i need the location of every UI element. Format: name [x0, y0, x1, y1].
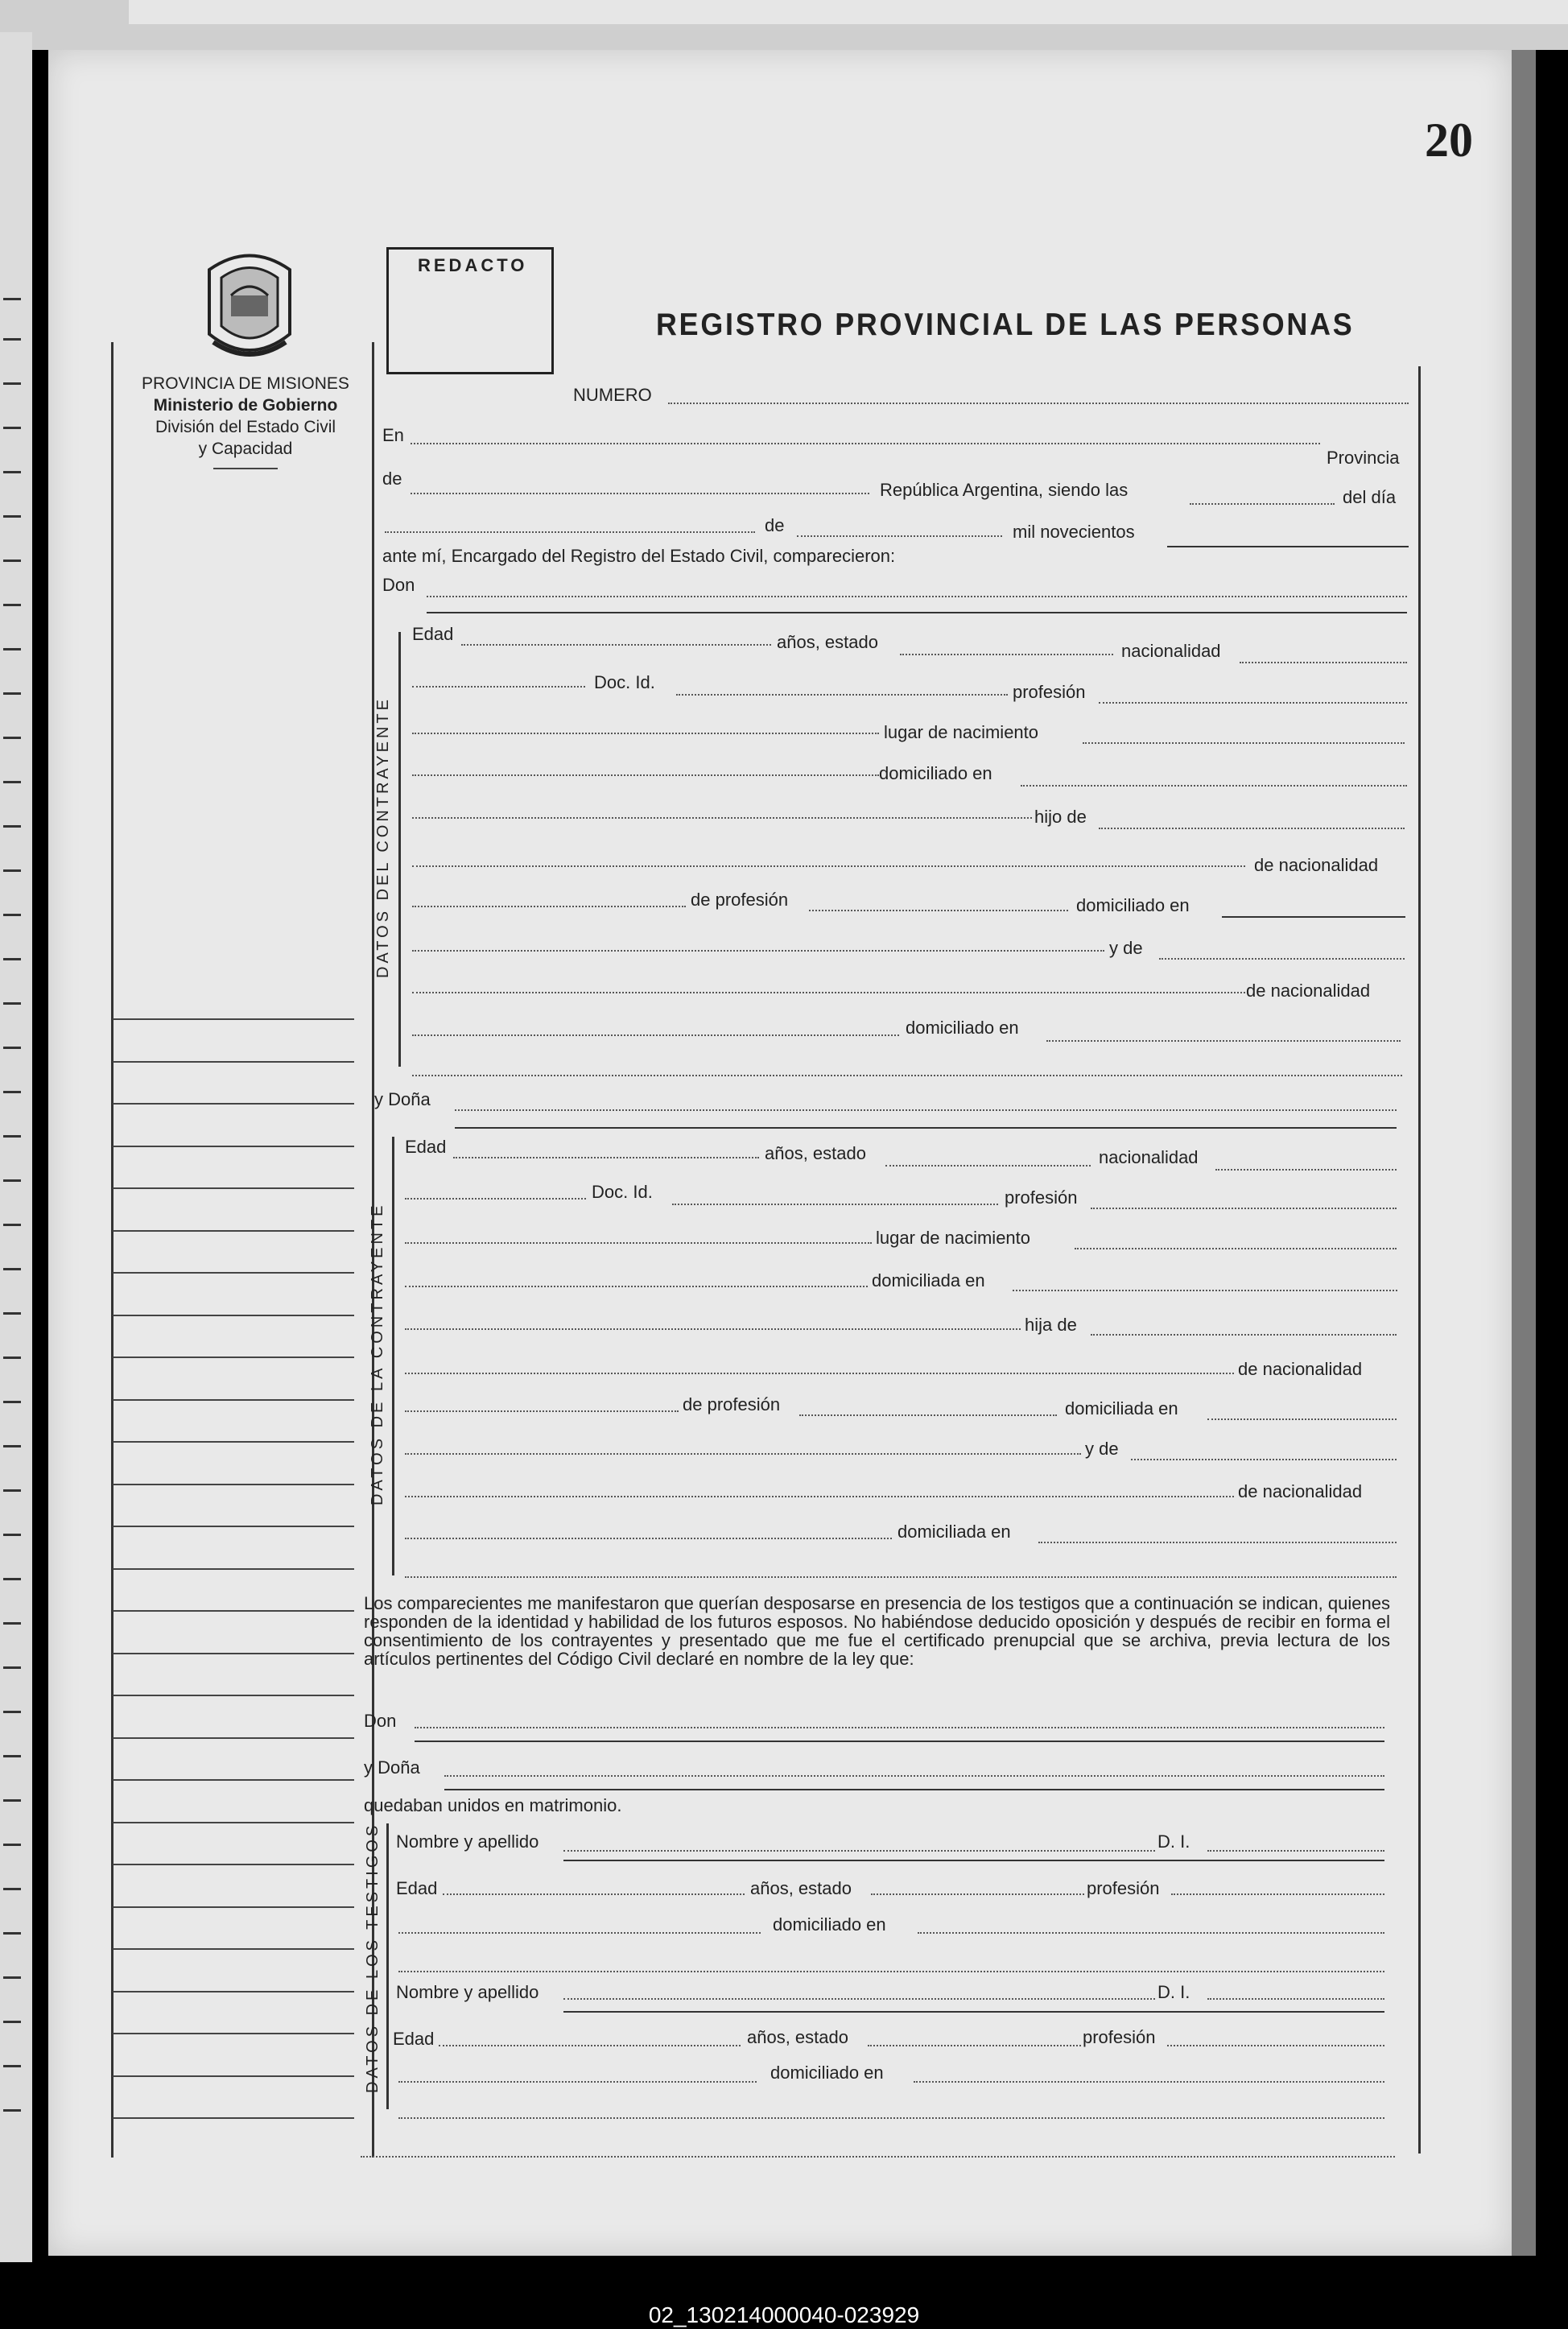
lugar-f-field[interactable]	[405, 1242, 872, 1244]
anos-estado-label: años, estado	[777, 632, 878, 652]
de2-label: de	[765, 515, 785, 535]
margin-line	[113, 1399, 354, 1401]
lugar-f-label: lugar de nacimiento	[876, 1228, 1031, 1248]
de-profesion-f-label: de profesión	[683, 1394, 781, 1414]
father-field[interactable]	[1099, 828, 1405, 829]
witness2-estado-field[interactable]	[868, 2045, 1081, 2046]
margin-line	[113, 1653, 354, 1654]
witness1-dom-field-2[interactable]	[398, 1971, 1384, 1972]
hija-de-label: hija de	[1025, 1315, 1077, 1335]
groom-name-underline	[427, 612, 1407, 613]
margin-line	[113, 1737, 354, 1739]
witness1-estado-field[interactable]	[871, 1893, 1084, 1895]
margin-line	[113, 1906, 354, 1908]
seal-icon	[197, 246, 302, 366]
form-right-rule	[1418, 366, 1421, 2153]
mother-f-dom-field-2[interactable]	[405, 1576, 1397, 1578]
bride-name-field[interactable]	[455, 1109, 1397, 1111]
domicilio-field-2[interactable]	[1021, 785, 1407, 787]
estado-field[interactable]	[900, 654, 1113, 655]
mother-nac-field[interactable]	[412, 1034, 899, 1036]
father-f-dom-field[interactable]	[1207, 1418, 1397, 1420]
doc-id-f-field[interactable]	[672, 1204, 998, 1205]
hijo-de-label: hijo de	[1034, 807, 1087, 827]
witness1-name-field[interactable]	[563, 1850, 1155, 1852]
witness1-dom-field[interactable]	[918, 1932, 1384, 1934]
profesion-label: profesión	[1013, 682, 1086, 702]
margin-line	[113, 1187, 354, 1189]
de-nacionalidad-f2-label: de nacionalidad	[1238, 1481, 1363, 1501]
mother-field[interactable]	[1159, 958, 1405, 960]
margin-line	[113, 2117, 354, 2119]
domicilio-field[interactable]	[412, 774, 879, 776]
father-dom-field[interactable]	[1222, 916, 1405, 918]
domiciliado-en-label: domiciliado en	[1076, 895, 1190, 915]
margin-line	[113, 2033, 354, 2034]
mother-f-field[interactable]	[1131, 1459, 1397, 1460]
father-f-field-2[interactable]	[405, 1373, 1234, 1374]
witness2-name-underline	[563, 2011, 1384, 2013]
domiciliada-en-label: domiciliada en	[1065, 1398, 1178, 1418]
margin-line	[113, 1441, 354, 1443]
father-dom-field-2[interactable]	[412, 950, 1104, 952]
book-edge	[1512, 50, 1536, 2256]
nombre-2-label: Nombre y apellido	[396, 1982, 539, 2002]
province-name: PROVINCIA DE MISIONES	[142, 374, 349, 393]
domiciliado-en-2-label: domiciliado en	[906, 1018, 1019, 1038]
margin-line	[113, 1991, 354, 1992]
witness2-extra-field[interactable]	[398, 2081, 757, 2083]
mother-field-2[interactable]	[412, 992, 1245, 993]
estado-f-field[interactable]	[885, 1165, 1091, 1167]
domicilio-field-3[interactable]	[412, 817, 1032, 819]
nombre-1-label: Nombre y apellido	[396, 1831, 539, 1852]
contrayente-side-label: DATOS DEL CONTRAYENTE	[374, 696, 392, 978]
profesion-w1-label: profesión	[1087, 1878, 1160, 1898]
father-f-dom-field-2[interactable]	[405, 1453, 1081, 1455]
domicilio-f-field[interactable]	[405, 1286, 868, 1287]
day-field[interactable]	[385, 531, 755, 533]
margin-line	[113, 1315, 354, 1316]
father-f-prof-field[interactable]	[799, 1414, 1057, 1416]
doc-id-label: Doc. Id.	[594, 672, 655, 692]
witness2-dom-field-2[interactable]	[398, 2117, 1384, 2119]
domiciliado-w1-label: domiciliado en	[773, 1914, 886, 1935]
margin-line	[113, 1948, 354, 1950]
domicilio-f-field-2[interactable]	[1013, 1290, 1397, 1291]
redacto-stamp-box	[386, 247, 554, 374]
di-1-label: D. I.	[1157, 1831, 1190, 1852]
republica-label: República Argentina, siendo las	[880, 480, 1129, 500]
witness2-edad-field[interactable]	[439, 2045, 741, 2046]
document-title: REGISTRO PROVINCIAL DE LAS PERSONAS	[656, 308, 1355, 342]
left-page-edge	[0, 32, 32, 2262]
bottom-rule	[361, 2156, 1395, 2158]
margin-line	[113, 1272, 354, 1274]
lugar-field[interactable]	[412, 733, 879, 734]
division-name-2: y Capacidad	[198, 440, 293, 458]
father-prof-field[interactable]	[809, 910, 1068, 911]
anos-estado-f-label: años, estado	[765, 1143, 866, 1163]
margin-line	[113, 1695, 354, 1696]
mother-dom-field[interactable]	[1046, 1040, 1401, 1042]
nacionalidad-label: nacionalidad	[1121, 641, 1221, 661]
witness1-edad-field[interactable]	[443, 1893, 745, 1895]
de-label: de	[382, 469, 402, 489]
profesion-f-field[interactable]	[1091, 1208, 1397, 1209]
quedaban-text: quedaban unidos en matrimonio.	[364, 1795, 622, 1815]
margin-line	[113, 1103, 354, 1105]
father-field-2[interactable]	[412, 865, 1245, 867]
y-de-label: y de	[1109, 938, 1143, 958]
mil-label: mil novecientos	[1013, 522, 1135, 542]
margin-line	[113, 1610, 354, 1612]
margin-line	[113, 1484, 354, 1485]
closing-dona-label: y Doña	[364, 1757, 420, 1778]
edad-w1-label: Edad	[396, 1878, 438, 1898]
profesion-w2-label: profesión	[1083, 2027, 1156, 2047]
division-name: División del Estado Civil	[155, 418, 336, 436]
numero-field[interactable]	[668, 403, 1409, 404]
nacionalidad-field[interactable]	[1240, 662, 1407, 663]
issuer-block	[121, 373, 370, 469]
y-dona-label: y Doña	[374, 1089, 431, 1109]
domiciliado-label: domiciliado en	[879, 763, 992, 783]
province-field[interactable]	[411, 493, 869, 494]
lugar-label: lugar de nacimiento	[884, 722, 1039, 742]
top-strip	[0, 0, 1568, 50]
page-number: 20	[1425, 114, 1473, 167]
closing-bride-field[interactable]	[444, 1775, 1384, 1777]
ante-text: ante mí, Encargado del Registro del Estado Civil, comparecieron:	[382, 546, 896, 566]
groom-name-field[interactable]	[427, 596, 1407, 597]
margin-line	[113, 1230, 354, 1232]
margin-line	[113, 2075, 354, 2077]
witness2-name-field[interactable]	[563, 1998, 1155, 2000]
contrayente-bracket	[398, 632, 401, 1067]
footer-code: 02_130214000040-023929	[648, 2302, 920, 2327]
margin-line	[113, 1568, 354, 1570]
lugar-field-2[interactable]	[1083, 742, 1405, 744]
edad-f-label: Edad	[405, 1137, 447, 1157]
mother-dom-field-2[interactable]	[412, 1075, 1402, 1076]
domicilio-f-field-3[interactable]	[405, 1328, 1021, 1330]
contrayente-f-side-label: DATOS DE LA CONTRAYENTE	[369, 1202, 386, 1505]
left-margin-rule	[111, 342, 113, 2158]
closing-bride-underline	[444, 1789, 1384, 1790]
year-field[interactable]	[1167, 546, 1409, 547]
edad-w2-label: Edad	[393, 2029, 435, 2049]
ministry-name: Ministerio de Gobierno	[153, 396, 338, 415]
don-label: Don	[382, 575, 415, 595]
witness1-extra-field[interactable]	[398, 1932, 761, 1934]
anos-estado-w2-label: años, estado	[747, 2027, 848, 2047]
profesion-field[interactable]	[1099, 702, 1407, 704]
edad-label: Edad	[412, 624, 454, 644]
anos-estado-w1-label: años, estado	[750, 1878, 852, 1898]
nacionalidad-f-field[interactable]	[1215, 1169, 1397, 1171]
domiciliado-w2-label: domiciliado en	[770, 2063, 884, 2083]
closing-don-label: Don	[364, 1711, 397, 1731]
father-f-field[interactable]	[1091, 1334, 1397, 1336]
margin-line	[113, 1061, 354, 1063]
witness2-di-field[interactable]	[1207, 1998, 1384, 2000]
edad-f-field[interactable]	[453, 1157, 759, 1158]
numero-label: NUMERO	[573, 385, 652, 405]
nacionalidad-f-label: nacionalidad	[1099, 1147, 1199, 1167]
edad-field[interactable]	[461, 644, 771, 646]
domiciliada-label: domiciliada en	[872, 1270, 985, 1290]
de-nacionalidad-label: de nacionalidad	[1254, 855, 1379, 875]
profesion-f-label: profesión	[1005, 1187, 1078, 1208]
margin-line	[113, 1822, 354, 1823]
doc-id-field[interactable]	[676, 694, 1008, 696]
month-field[interactable]	[797, 535, 1002, 537]
doc-type-f-field[interactable]	[405, 1198, 586, 1200]
en-label: En	[382, 425, 404, 445]
del-dia-label: del día	[1343, 487, 1397, 507]
provincia-label: Provincia	[1327, 448, 1400, 468]
father-f-nac-field[interactable]	[405, 1410, 679, 1412]
hour-field[interactable]	[1190, 503, 1335, 505]
closing-groom-underline	[415, 1741, 1384, 1742]
contrayente-f-bracket	[392, 1137, 394, 1575]
mother-f-dom-field[interactable]	[1038, 1542, 1397, 1543]
mother-f-nac-field[interactable]	[405, 1538, 892, 1539]
father-nac-field[interactable]	[412, 906, 686, 907]
margin-line	[113, 1779, 354, 1781]
margin-line	[113, 1018, 354, 1020]
lugar-f-field-2[interactable]	[1075, 1248, 1397, 1249]
witness1-di-field[interactable]	[1207, 1850, 1384, 1852]
declaration-paragraph: Los comparecientes me manifestaron que querían desposarse en presencia de los testigos que a continuación se indican, quienes responden de la identidad y habilidad de los futuros esposos. No habiéndose deducido oposición y después de recibir en forma el consentimiento de los contrayentes y presentado que me fue el certificado prenupcial que se archiva, previa lectura de los artículos pertinentes del Código Civil declaré en nombre de la ley que:	[364, 1593, 1390, 1669]
redacto-label: REDACTO	[418, 255, 528, 275]
de-nacionalidad-2-label: de nacionalidad	[1246, 981, 1371, 1001]
margin-line	[113, 1864, 354, 1865]
de-nacionalidad-f-label: de nacionalidad	[1238, 1359, 1363, 1379]
doc-id-f-label: Doc. Id.	[592, 1182, 653, 1202]
bride-name-underline	[455, 1127, 1397, 1129]
margin-line	[113, 1526, 354, 1527]
y-de-f-label: y de	[1085, 1439, 1119, 1459]
witness1-prof-field[interactable]	[1171, 1893, 1384, 1895]
margin-line	[113, 1146, 354, 1147]
testigos-bracket	[386, 1823, 389, 2109]
di-2-label: D. I.	[1157, 1982, 1190, 2002]
place-field[interactable]	[411, 443, 1320, 444]
de-profesion-label: de profesión	[691, 890, 789, 910]
witness2-dom-field[interactable]	[914, 2081, 1384, 2083]
closing-groom-field[interactable]	[415, 1727, 1384, 1728]
margin-line	[113, 1357, 354, 1358]
domiciliada-en-2-label: domiciliada en	[897, 1522, 1011, 1542]
doc-type-field[interactable]	[412, 686, 585, 688]
witness1-name-underline	[563, 1860, 1384, 1861]
mother-f-field-2[interactable]	[405, 1496, 1234, 1497]
witness2-prof-field[interactable]	[1167, 2045, 1384, 2046]
testigos-side-label: DATOS DE LOS TESTIGOS	[364, 1822, 382, 2093]
